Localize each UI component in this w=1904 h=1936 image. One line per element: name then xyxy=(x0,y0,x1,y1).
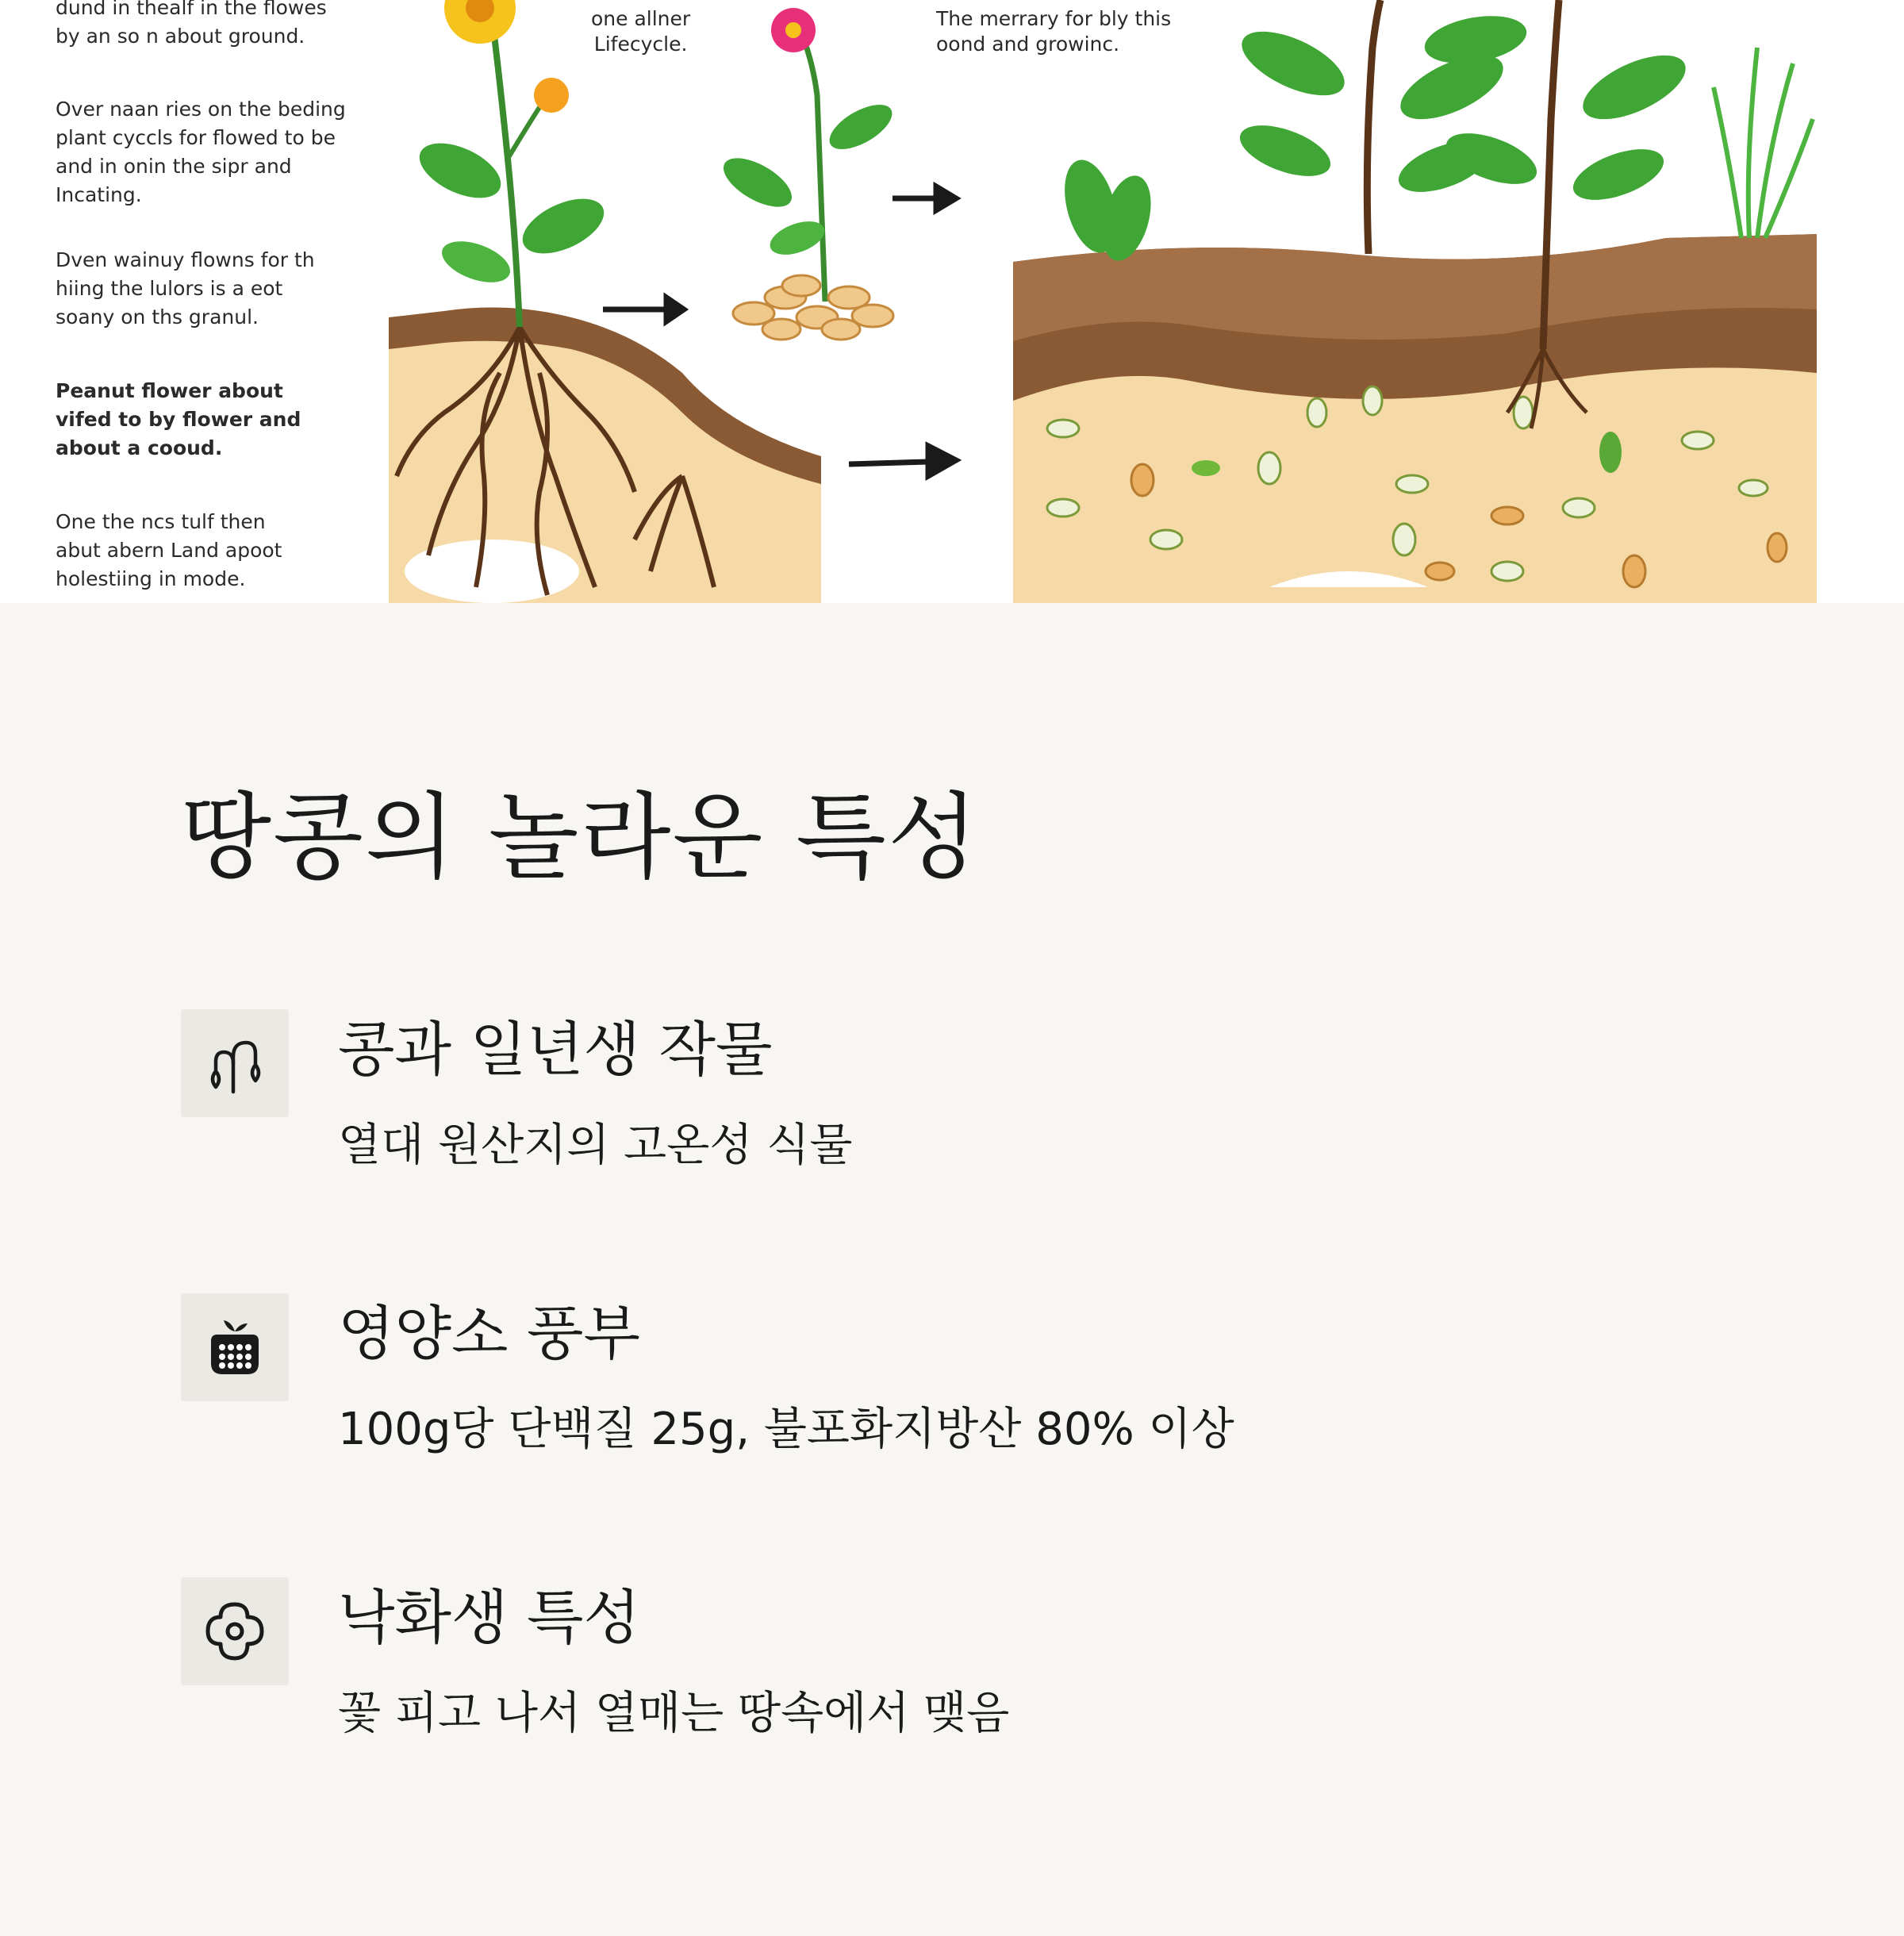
feature-icon-box xyxy=(181,1577,289,1685)
section-title: 땅콩의 놀라운 특성 xyxy=(181,782,980,892)
flower-icon xyxy=(197,1593,273,1669)
feature-title: 영양소 풍부 xyxy=(338,1300,640,1368)
lifecycle-caption-left: one allner Lifecycle. xyxy=(591,7,691,56)
peanut-pile xyxy=(733,275,893,340)
left-plant xyxy=(411,0,612,327)
side-note-3: Dven wainuy flowns for th hiing the lulors is a eot soany on ths granul. xyxy=(56,248,315,328)
side-note-2: Over naan ries on the beding plant cyccls for flowed to be and in onin the sipr and Incating. xyxy=(56,98,346,206)
middle-seedling xyxy=(716,8,899,302)
feature-title: 낙화생 특성 xyxy=(338,1584,640,1652)
hero-illustration xyxy=(0,0,1904,603)
feature-nutrition xyxy=(181,1293,1688,1500)
feature-description: 꽃 피고 나서 열매는 땅속에서 맺음 xyxy=(338,1688,1010,1739)
side-note-4: Peanut flower about vifed to by flower and about a cooud. xyxy=(56,379,301,459)
feature-description: 열대 원산지의 고온성 식물 xyxy=(338,1120,853,1171)
left-soil-section xyxy=(389,308,821,604)
feature-flowering xyxy=(181,1577,1688,1784)
lifecycle-caption-right: The merrary for bly this oond and growinc. xyxy=(936,7,1172,56)
feature-icon-box xyxy=(181,1293,289,1401)
side-note-5: One the ncs tulf then abut abern Land apoot holestiing in mode. xyxy=(56,510,282,590)
feature-icon-box xyxy=(181,1009,289,1117)
side-note-1: dund in thealf in the flowes by an so n about ground. xyxy=(56,0,327,48)
sprout-icon xyxy=(197,1025,273,1101)
nutrition-basket-icon xyxy=(197,1309,273,1385)
feature-title: 콩과 일년생 작물 xyxy=(338,1016,773,1084)
feature-legume xyxy=(181,1009,1688,1216)
feature-description: 100g당 단백질 25g, 불포화지방산 80% 이상 xyxy=(338,1404,1234,1455)
